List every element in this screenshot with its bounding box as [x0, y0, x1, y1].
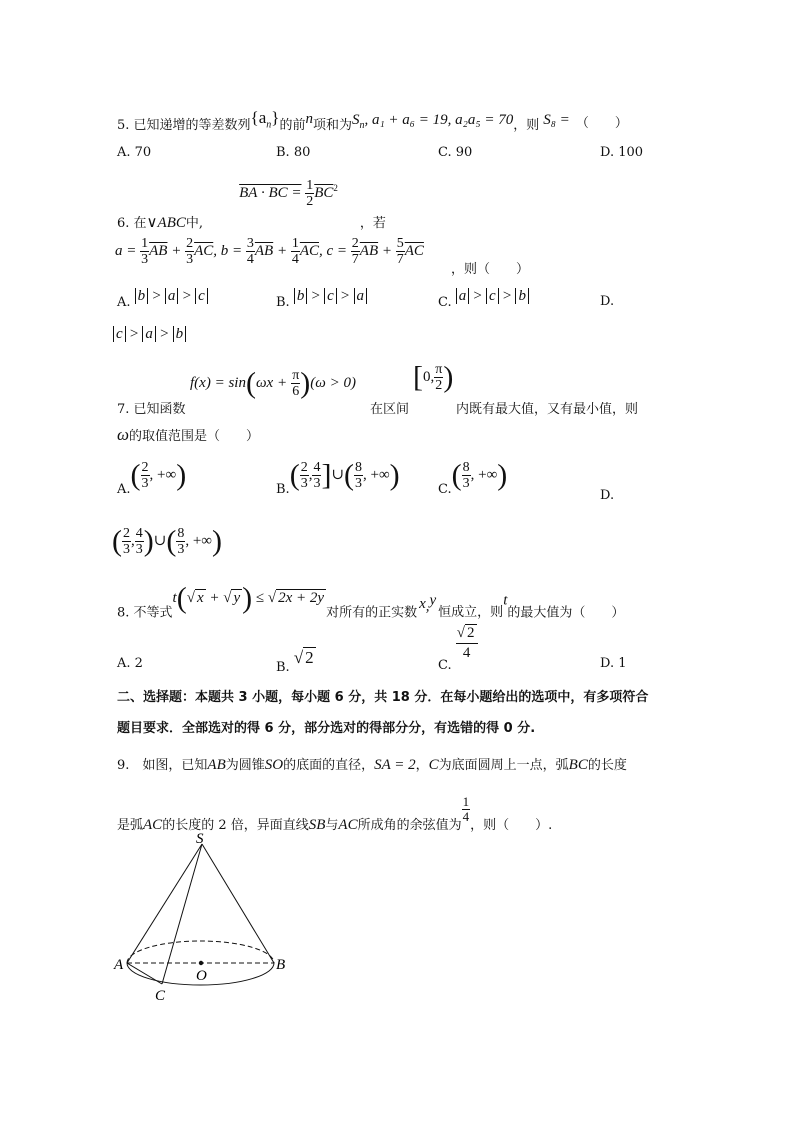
q5-option-d: D. 100 — [600, 145, 644, 160]
section2-heading-line1: 二、选择题：本题共 3 小题，每小题 6 分，共 18 分．在每小题给出的选项中，有多项符合 — [117, 690, 649, 705]
q7-option-a: A.( $\frac{2}{3}$ , +∞) — [117, 458, 187, 497]
q6-triangle: ∨ABC — [146, 214, 186, 231]
q5-target: S₈ = — [543, 112, 570, 128]
q6-stem-end: ，若 — [359, 215, 386, 231]
q5-option-b: B. 80 — [276, 145, 311, 160]
base-back-arc — [127, 941, 274, 963]
q7-stem-line2: ω的取值范围是（ ） — [117, 425, 260, 444]
q5-condition: $S_n$, a₁ + a₆ = 19, a₂a₅ = 70 — [351, 112, 514, 131]
q6-option-d-expr: c > a > b — [113, 326, 186, 343]
q6-option-a: A. b > a > c — [117, 288, 208, 310]
q7-option-d: D. — [600, 488, 615, 503]
q9-stem-line1: 9. 如图，已知AB为圆锥SO的底面的直径，SA = 2，C为底面圆周上一点，弧BC的长度 — [117, 757, 627, 773]
q6-stem-mid: 中, — [185, 215, 203, 231]
q5-seq: $\{a_n\}$ — [250, 108, 280, 131]
edge-SB — [202, 844, 274, 963]
q5-stem-mid2: 项和为 — [312, 118, 352, 133]
chord-AC — [127, 963, 162, 984]
q6-stem-line — [117, 178, 386, 232]
q6-condition: BA · BC = $\frac{1}{2}$ $\overline{BC}^2$ — [239, 178, 338, 209]
q8-inequality: t(√ x + √ y) ≤ √ 2x + 2y — [172, 582, 325, 615]
q6-option-c: C. a > c > b — [438, 288, 529, 310]
q8-option-b: B. √ 2 — [276, 648, 314, 675]
q5-n: n — [305, 111, 313, 127]
center-point-O — [199, 961, 203, 965]
label-O: O — [196, 968, 207, 984]
q7-option-b: B.( $\frac{2}{3}$ , $\frac{4}{3}$ ]∪( $\frac{8}{3}$ , +∞) — [276, 458, 400, 497]
edge-SA — [127, 844, 202, 963]
q6-tail: ，则（ ） — [451, 262, 530, 277]
q5-option-c: C. 90 — [438, 145, 473, 160]
q8-option-d: D. 1 — [600, 656, 627, 671]
q8-option-a: A. 2 — [117, 656, 143, 671]
q5-stem: 5. 已知递增的等差数列 — [117, 118, 251, 133]
label-A: A — [114, 957, 124, 973]
q8-stem-line: 8. 不等式t(√ x + √ y) ≤ √ 2x + 2y对所有的正实数x,y恒成立，则t的最大值为（ ） — [117, 582, 625, 621]
q5-stem-mid: 的前 — [279, 118, 306, 133]
q8-option-c: C. $\frac{√ 2}{4}$ — [438, 624, 478, 673]
q7-stem-line: 7. 已知函数 在区间 内既有最大值，又有最小值，则 — [117, 402, 639, 417]
q6-option-d: D. — [600, 294, 615, 309]
q7-function: f(x) = sin(ωx + $\frac{\pi}{6}$ )(ω > 0) — [190, 366, 356, 400]
q7-option-c: C.( $\frac{8}{3}$ , +∞) — [438, 458, 508, 497]
q5-option-a: A. 70 — [117, 145, 152, 160]
q5-blank: （ ） — [575, 116, 628, 131]
q6-stem: 6. 在 — [117, 215, 147, 231]
q7-option-d-expr: ( $\frac{2}{3}$ , $\frac{4}{3}$ )∪( $\frac{8}{3}$ , +∞) — [112, 524, 222, 558]
cone-figure — [110, 830, 310, 1010]
q5-stem-end: ，则 — [513, 118, 540, 133]
q7-interval: [0, $\frac{\pi}{2}$ ) — [413, 360, 454, 394]
label-B: B — [276, 957, 286, 973]
label-S: S — [196, 831, 204, 847]
q6-vectors: a = $\frac{1}{3}$ $\overline{AB}$ + $\frac{2}{3}$ $\overline{AC}$, b = $\frac{3}{4}$ $\overline{AB}$ + $\frac{1}{4}$ $\overline{AC}$, c = $\frac{2}{7}$ $\overline{AB}$ + $\frac{5}{7}$ $\overline{AC}$ — [115, 236, 424, 267]
q9-stem-line2: 是弧AC的长度的 2 倍，异面直线SB与AC所成角的余弦值为 $\frac{1}{4}$ ，则（ ）. — [117, 794, 553, 833]
q6-option-b: B. b > c > a — [276, 288, 367, 310]
label-C: C — [155, 988, 166, 1004]
q5-stem-line — [117, 108, 628, 133]
section2-heading-line2: 题目要求．全部选对的得 6 分，部分选对的得部分分，有选错的得 0 分. — [117, 721, 536, 736]
